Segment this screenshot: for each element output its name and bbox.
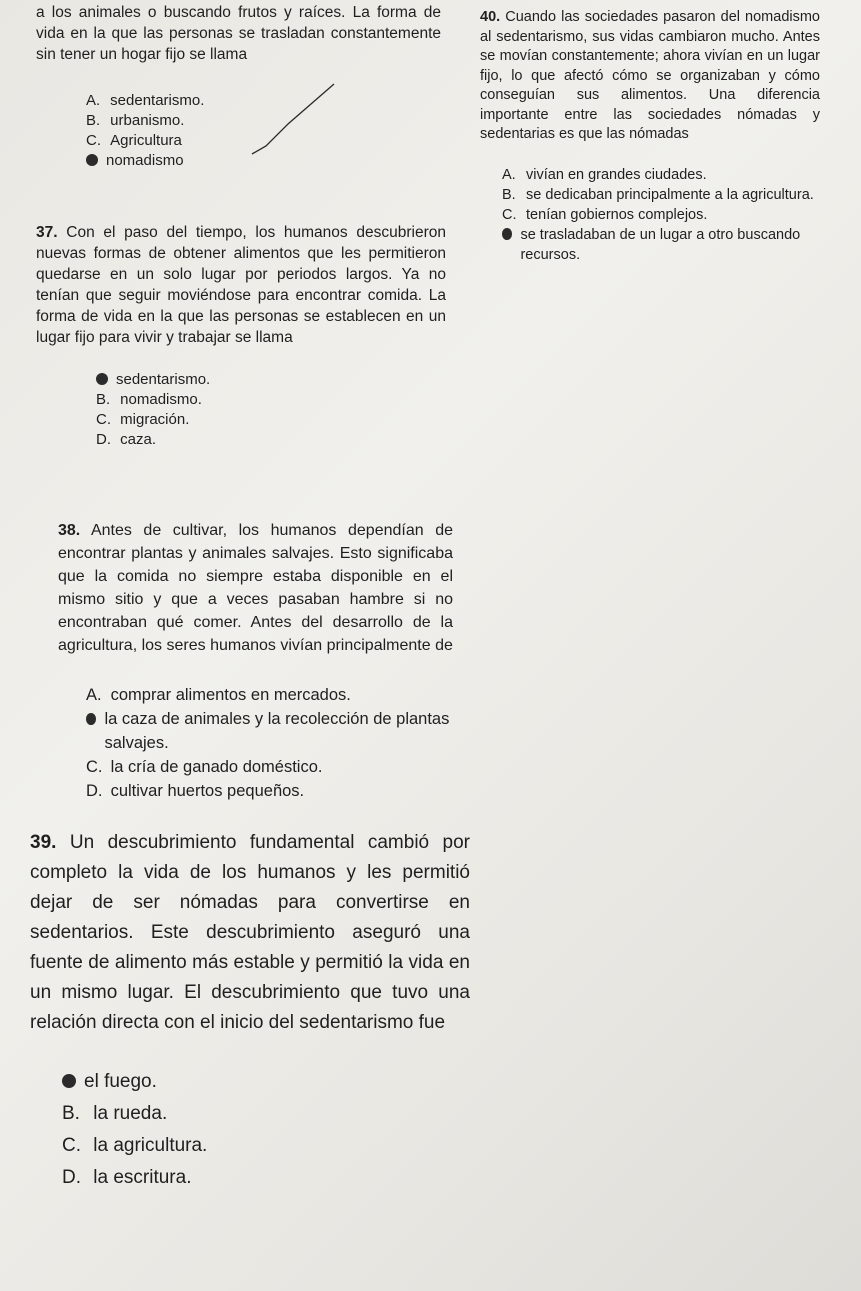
option-letter: C. [96,411,111,428]
option-letter: A. [86,686,102,704]
option-40-c[interactable] [502,205,820,225]
option-40-b[interactable] [502,185,820,205]
question-40-number: 40. [480,9,501,25]
question-39-number: 39. [30,832,57,853]
question-39-options [30,1066,470,1194]
filled-answer-mark-icon [86,154,98,166]
option-text: la rueda. [93,1103,168,1124]
question-40-text: Cuando las sociedades pasaron del nomadismo al sedentarismo, sus vidas cambiaron mucho. Antes se movían constantemente; ahora vivían en un lugar fijo, lo que afectó cómo se organizaban y cómo conseguían sus alimentos. Una diferencia importante entre las sociedades nómadas y sedentarias es que las nómadas [480,9,820,142]
option-39-d[interactable] [62,1162,470,1194]
option-39-a[interactable] [62,1066,470,1098]
option-38-d[interactable] [86,779,466,803]
option-37-a[interactable] [96,370,446,390]
option-38-b[interactable] [86,707,466,755]
option-39-c[interactable] [62,1130,470,1162]
option-40-a[interactable] [502,165,820,185]
option-letter: B. [96,391,111,408]
filled-answer-mark-icon [502,228,512,240]
option-text: nomadismo. [120,391,202,408]
option-39-b[interactable] [62,1098,470,1130]
option-text: Agricultura [110,132,182,149]
option-letter: C. [62,1135,81,1156]
option-37-b[interactable] [96,390,446,410]
option-text: cultivar huertos pequeños. [110,782,305,800]
option-37-c[interactable] [96,410,446,430]
question-39-text: Un descubrimiento fundamental cambió por completo la vida de los humanos y les permitió dejar de ser nómadas para convertirse en sedentarios. Este descubrimiento aseguró una fuente de alimento más estable y permitió la vida en un mismo lugar. El descubrimiento que tuvo una relación directa con el inicio del sedentarismo fue [30,832,471,1033]
question-38-number: 38. [58,522,81,539]
question-40 [480,8,820,265]
option-letter: D. [86,782,103,800]
option-text: la agricultura. [93,1135,208,1156]
option-text: sedentarismo. [116,371,211,388]
option-letter: C. [86,132,101,149]
option-38-c[interactable] [86,755,466,779]
question-37 [36,222,446,450]
option-40-d[interactable] [502,225,820,265]
question-38-options [58,683,466,803]
option-text: urbanismo. [110,112,185,129]
option-letter: B. [86,112,101,129]
option-text: se trasladaban de un lugar a otro buscando recursos. [520,226,801,263]
filled-answer-mark-icon [86,713,96,725]
option-text: comprar alimentos en mercados. [110,686,351,704]
question-36-text: a los animales o buscando frutos y raíces. La forma de vida en la que las personas se trasladan constantemente sin tener un hogar fijo se llama [36,4,441,63]
option-text: se dedicaban principalmente a la agricultura. [526,186,814,203]
option-letter: D. [62,1167,81,1188]
option-letter: B. [502,186,516,203]
question-40-options [480,165,820,265]
option-letter: C. [502,206,517,223]
option-letter: D. [96,431,111,448]
option-letter: A. [502,166,516,183]
option-letter: C. [86,758,103,776]
option-text: la caza de animales y la recolección de plantas salvajes. [104,710,450,752]
option-text: nomadismo [106,152,184,169]
filled-answer-mark-icon [96,373,108,385]
option-37-d[interactable] [96,430,446,450]
option-text: sedentarismo. [110,92,205,109]
option-text: tenían gobiernos complejos. [526,206,708,223]
option-38-a[interactable] [86,683,466,707]
option-text: la cría de ganado doméstico. [110,758,323,776]
option-text: vivían en grandes ciudades. [526,166,707,183]
option-text: caza. [120,431,157,448]
pen-stroke-icon [230,80,340,160]
filled-answer-mark-icon [62,1074,76,1088]
question-37-text: Con el paso del tiempo, los humanos descubrieron nuevas formas de obtener alimentos que les permitieron quedarse en un solo lugar por periodos largos. Ya no tenían que seguir moviéndose para encontrar comida. La forma de vida en la que las personas se establecen en un lugar fijo para vivir y trabajar se llama [36,224,446,346]
question-38-text: Antes de cultivar, los humanos dependían de encontrar plantas y animales salvajes. Esto significaba que la comida no siempre estaba disponible en el mismo sitio y que a veces pasaban hambre si no encontraban qué comer. Antes del desarrollo de la agricultura, los seres humanos vivían principalmente de [58,522,454,654]
option-text: el fuego. [84,1071,157,1092]
option-text: migración. [120,411,190,428]
question-38 [58,519,453,803]
question-37-options [36,370,446,450]
question-37-number: 37. [36,224,58,241]
option-letter: B. [62,1103,80,1124]
question-39 [30,828,470,1194]
option-letter: A. [86,92,101,109]
option-text: la escritura. [93,1167,192,1188]
